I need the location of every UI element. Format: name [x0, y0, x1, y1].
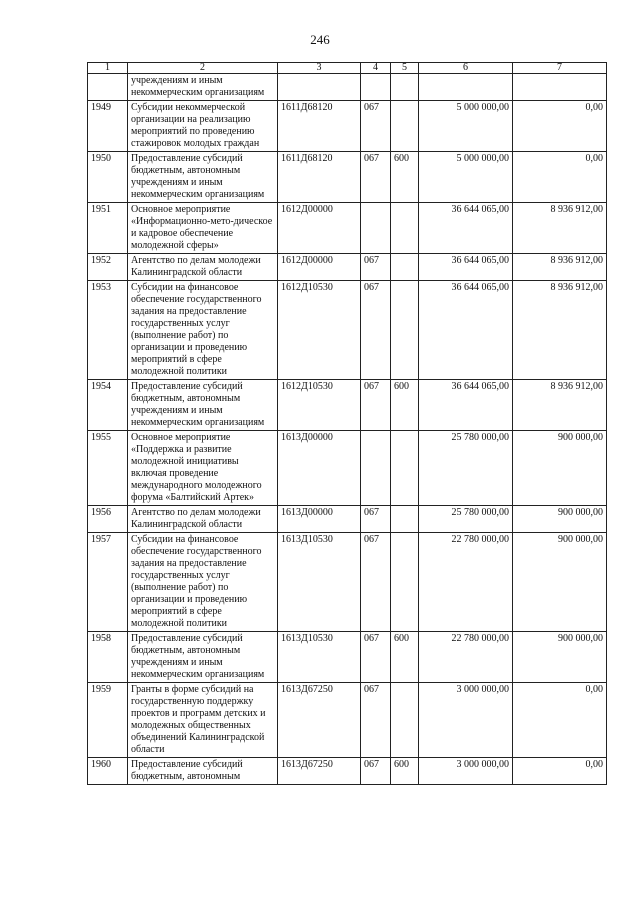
column-header: 7 [513, 63, 607, 74]
amount-year2-cell: 900 000,00 [513, 533, 607, 632]
table-row [88, 683, 607, 758]
amount-year1-cell: 3 000 000,00 [419, 758, 513, 785]
ministry-code-cell: 067 [361, 101, 391, 152]
amount-year2-cell: 8 936 912,00 [513, 203, 607, 254]
item-name-cell: Агентство по делам молодежи Калининградской области [128, 506, 278, 533]
budget-table [87, 62, 607, 785]
amount-year2-cell: 8 936 912,00 [513, 254, 607, 281]
ministry-code-cell: 067 [361, 254, 391, 281]
ministry-code-cell: 067 [361, 152, 391, 203]
target-code-cell: 1613Д00000 [278, 431, 361, 506]
ministry-code-cell: 067 [361, 632, 391, 683]
item-name-cell: Агентство по делам молодежи Калининградской области [128, 254, 278, 281]
column-header: 5 [391, 63, 419, 74]
expense-type-cell: 600 [391, 380, 419, 431]
amount-year2-cell: 900 000,00 [513, 431, 607, 506]
target-code-cell: 1611Д68120 [278, 101, 361, 152]
column-header: 2 [128, 63, 278, 74]
target-code-cell: 1613Д10530 [278, 533, 361, 632]
row-number-cell: 1953 [88, 281, 128, 380]
item-name-cell: Гранты в форме субсидий на государственную поддержку проектов и программ детских и молодежных общественных объединений Калининградской области [128, 683, 278, 758]
item-name-cell: Предоставление субсидий бюджетным, автономным учреждениям и иным некоммерческим организациям [128, 152, 278, 203]
expense-type-cell [391, 506, 419, 533]
expense-type-cell [391, 254, 419, 281]
item-name-cell: Предоставление субсидий бюджетным, автономным [128, 758, 278, 785]
target-code-cell: 1612Д00000 [278, 254, 361, 281]
table-row [88, 254, 607, 281]
table-row [88, 632, 607, 683]
expense-type-cell [391, 431, 419, 506]
amount-year1-cell: 5 000 000,00 [419, 152, 513, 203]
amount-year1-cell [419, 74, 513, 101]
item-name-cell: Основное мероприятие «Информационно-мето-дическое и кадровое обеспечение молодежной сферы» [128, 203, 278, 254]
table-row [88, 506, 607, 533]
amount-year2-cell: 0,00 [513, 683, 607, 758]
amount-year1-cell: 36 644 065,00 [419, 254, 513, 281]
table-row [88, 758, 607, 785]
amount-year1-cell: 3 000 000,00 [419, 683, 513, 758]
ministry-code-cell: 067 [361, 380, 391, 431]
target-code-cell: 1612Д10530 [278, 281, 361, 380]
column-header: 6 [419, 63, 513, 74]
table-row [88, 203, 607, 254]
amount-year1-cell: 22 780 000,00 [419, 632, 513, 683]
ministry-code-cell: 067 [361, 683, 391, 758]
row-number-cell [88, 74, 128, 101]
table-row [88, 74, 607, 101]
amount-year2-cell: 900 000,00 [513, 632, 607, 683]
item-name-cell: Предоставление субсидий бюджетным, автономным учреждениям и иным некоммерческим организациям [128, 632, 278, 683]
ministry-code-cell: 067 [361, 506, 391, 533]
target-code-cell: 1613Д10530 [278, 632, 361, 683]
amount-year1-cell: 22 780 000,00 [419, 533, 513, 632]
target-code-cell: 1611Д68120 [278, 152, 361, 203]
amount-year2-cell: 0,00 [513, 101, 607, 152]
table-row [88, 101, 607, 152]
ministry-code-cell: 067 [361, 281, 391, 380]
table-body [88, 74, 607, 785]
ministry-code-cell [361, 203, 391, 254]
expense-type-cell [391, 683, 419, 758]
ministry-code-cell: 067 [361, 758, 391, 785]
expense-type-cell [391, 203, 419, 254]
page-number: 246 [310, 32, 330, 47]
row-number-cell: 1955 [88, 431, 128, 506]
target-code-cell [278, 74, 361, 101]
amount-year2-cell: 8 936 912,00 [513, 380, 607, 431]
row-number-cell: 1957 [88, 533, 128, 632]
row-number-cell: 1950 [88, 152, 128, 203]
item-name-cell: Субсидии некоммерческой организации на реализацию мероприятий по проведению стажировок молодых граждан [128, 101, 278, 152]
amount-year2-cell: 0,00 [513, 758, 607, 785]
row-number-cell: 1960 [88, 758, 128, 785]
amount-year1-cell: 25 780 000,00 [419, 431, 513, 506]
target-code-cell: 1612Д10530 [278, 380, 361, 431]
column-header: 3 [278, 63, 361, 74]
amount-year1-cell: 36 644 065,00 [419, 380, 513, 431]
expense-type-cell: 600 [391, 758, 419, 785]
expense-type-cell: 600 [391, 152, 419, 203]
table-row [88, 380, 607, 431]
amount-year1-cell: 25 780 000,00 [419, 506, 513, 533]
ministry-code-cell [361, 74, 391, 101]
expense-type-cell [391, 281, 419, 380]
amount-year2-cell: 0,00 [513, 152, 607, 203]
amount-year1-cell: 5 000 000,00 [419, 101, 513, 152]
row-number-cell: 1956 [88, 506, 128, 533]
amount-year2-cell [513, 74, 607, 101]
item-name-cell: учреждениям и иным некоммерческим организациям [128, 74, 278, 101]
row-number-cell: 1952 [88, 254, 128, 281]
expense-type-cell [391, 533, 419, 632]
target-code-cell: 1613Д67250 [278, 758, 361, 785]
amount-year1-cell: 36 644 065,00 [419, 281, 513, 380]
amount-year2-cell: 8 936 912,00 [513, 281, 607, 380]
row-number-cell: 1959 [88, 683, 128, 758]
item-name-cell: Субсидии на финансовое обеспечение государственного задания на предоставление государственных услуг (выполнение работ) по организации и проведению мероприятий в сфере молодежной политики [128, 533, 278, 632]
amount-year2-cell: 900 000,00 [513, 506, 607, 533]
expense-type-cell: 600 [391, 632, 419, 683]
column-header: 1 [88, 63, 128, 74]
amount-year1-cell: 36 644 065,00 [419, 203, 513, 254]
ministry-code-cell: 067 [361, 533, 391, 632]
target-code-cell: 1613Д00000 [278, 506, 361, 533]
target-code-cell: 1612Д00000 [278, 203, 361, 254]
ministry-code-cell [361, 431, 391, 506]
column-header: 4 [361, 63, 391, 74]
expense-type-cell [391, 101, 419, 152]
target-code-cell: 1613Д67250 [278, 683, 361, 758]
row-number-cell: 1949 [88, 101, 128, 152]
row-number-cell: 1958 [88, 632, 128, 683]
header-row [88, 63, 607, 74]
row-number-cell: 1951 [88, 203, 128, 254]
table-row [88, 281, 607, 380]
item-name-cell: Предоставление субсидий бюджетным, автономным учреждениям и иным некоммерческим организациям [128, 380, 278, 431]
row-number-cell: 1954 [88, 380, 128, 431]
expense-type-cell [391, 74, 419, 101]
table-row [88, 152, 607, 203]
table-row [88, 431, 607, 506]
item-name-cell: Основное мероприятие «Поддержка и развитие молодежной инициативы включая проведение международного молодежного форума «Балтийский Артек» [128, 431, 278, 506]
table-row [88, 533, 607, 632]
item-name-cell: Субсидии на финансовое обеспечение государственного задания на предоставление государственных услуг (выполнение работ) по организации и проведению мероприятий в сфере молодежной политики [128, 281, 278, 380]
